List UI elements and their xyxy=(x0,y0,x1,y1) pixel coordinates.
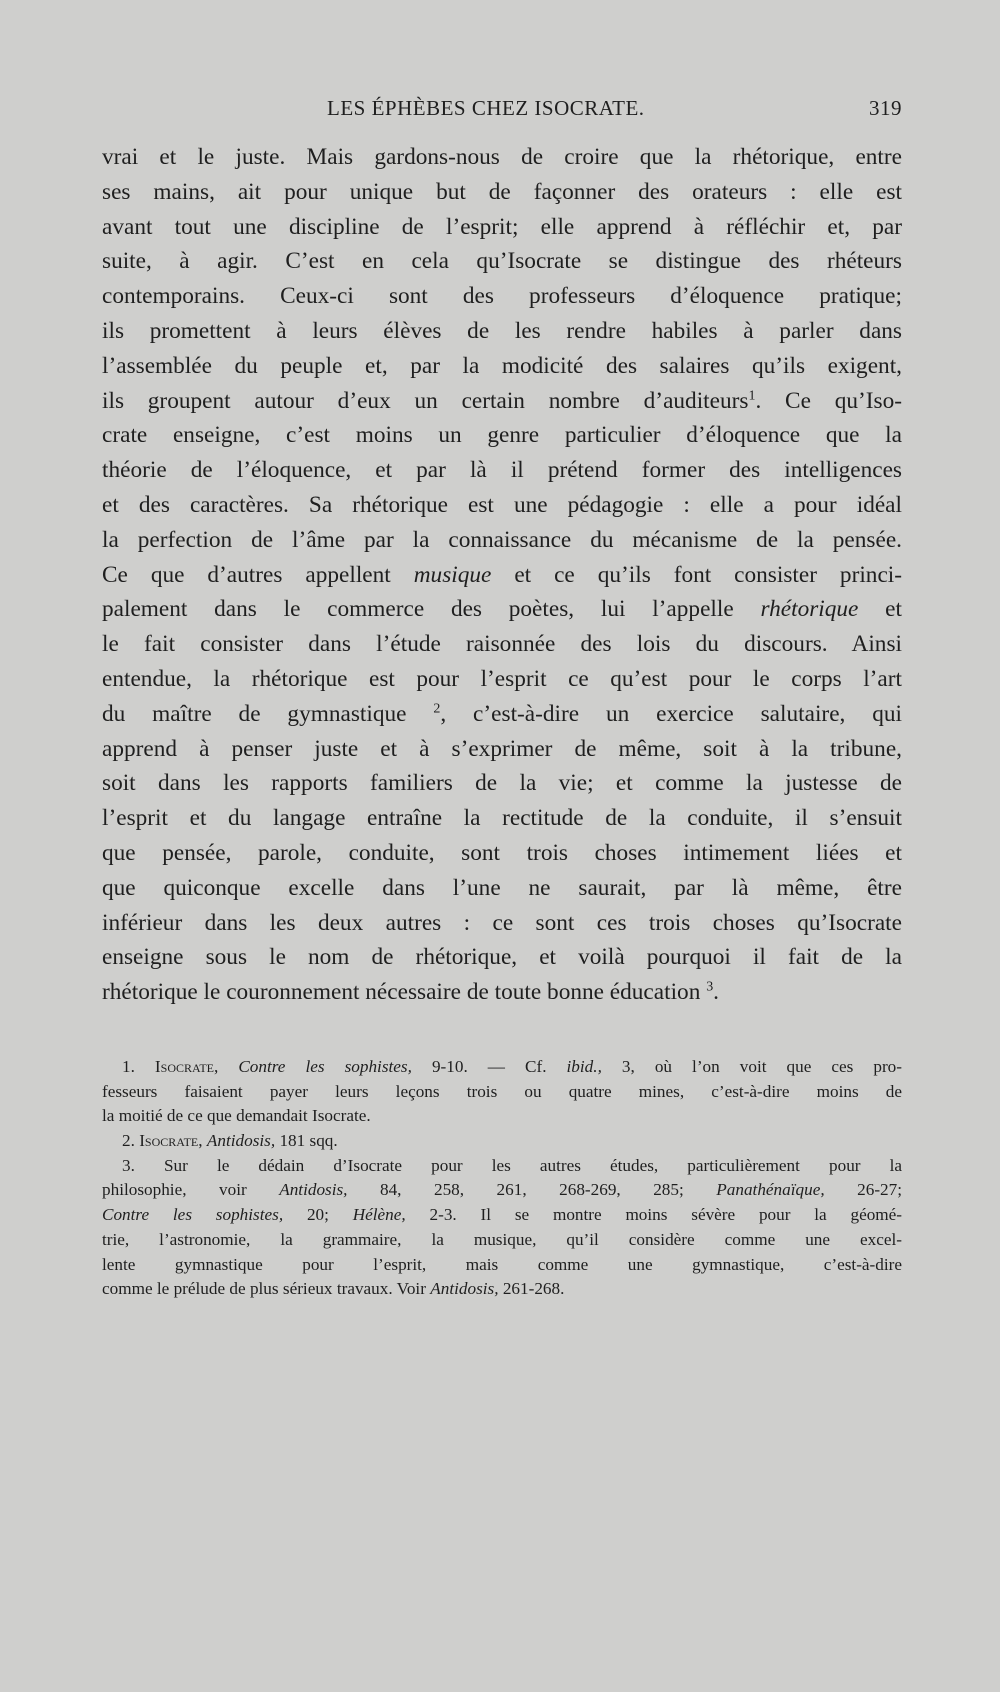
work-title: Contre les sophistes, xyxy=(102,1205,284,1225)
text-line: soit dans les rapports familiers de la vie; et comme la justesse de xyxy=(102,770,902,797)
text-line xyxy=(102,592,902,627)
text-line xyxy=(102,384,902,419)
footnote-line xyxy=(102,1055,902,1080)
text-line: suite, à agir. C’est en cela qu’Isocrate se distingue des rhéteurs xyxy=(102,248,902,275)
main-text xyxy=(102,140,902,1010)
italic-term: ibid., xyxy=(566,1057,602,1076)
work-title: Hélène, xyxy=(352,1205,406,1225)
footnote-text: 261-268. xyxy=(502,1279,565,1299)
footnote-number: 2. xyxy=(122,1131,135,1151)
text-segment: palement dans le commerce des poètes, lui l’appelle xyxy=(102,596,734,623)
footnote-line: fesseurs faisaient payer leurs leçons trois ou quatre mines, c’est-à-dire moins de xyxy=(102,1081,902,1101)
text-line xyxy=(102,697,902,732)
footnote-line: lente gymnastique pour l’esprit, mais comme une gymnastique, c’est-à-dire xyxy=(102,1254,902,1274)
footnote-text: 181 sqq. xyxy=(279,1131,338,1151)
footnote-text: 26-27; xyxy=(857,1180,902,1200)
footnote-text: 20; xyxy=(306,1205,329,1225)
footnotes xyxy=(102,1055,902,1302)
text-line xyxy=(102,558,902,593)
text-line: l’assemblée du peuple et, par la modicité des salaires qu’ils exigent, xyxy=(102,352,902,379)
footnote-number: 1. xyxy=(122,1057,135,1076)
work-title: Antidosis, xyxy=(279,1180,348,1200)
text-line: inférieur dans les deux autres : ce sont ces trois choses qu’Isocrate xyxy=(102,909,902,936)
page-number: 319 xyxy=(869,96,902,120)
italic-term: rhétorique xyxy=(760,596,859,623)
footnote-line xyxy=(102,1129,902,1154)
text-line: et des caractères. Sa rhétorique est une pédagogie : elle a pour idéal xyxy=(102,491,902,518)
work-title: Panathénaïque, xyxy=(716,1180,825,1200)
text-line: la perfection de l’âme par la connaissance du mécanisme de la pensée. xyxy=(102,526,902,553)
text-segment: Ce que d’autres appellent xyxy=(102,561,391,588)
text-segment: du maître de gymnastique xyxy=(102,700,407,727)
footnote-text: Sur le dédain d’Isocrate pour les autres études, particulièrement pour la xyxy=(163,1155,903,1175)
footnote-line xyxy=(102,1277,902,1302)
footnote-text: philosophie, voir xyxy=(102,1180,247,1200)
text-segment: . Ce qu’Iso- xyxy=(755,387,902,414)
footnote-ref: 1 xyxy=(748,388,756,404)
footnote-line xyxy=(102,1178,902,1203)
text-line: théorie de l’éloquence, et par là il prétend former des intelligences xyxy=(102,457,902,484)
footnote-line: la moitié de ce que demandait Isocrate. xyxy=(102,1106,371,1126)
footnote-text: 9-10. — Cf. xyxy=(431,1057,547,1076)
running-title: LES ÉPHÈBES CHEZ ISOCRATE. xyxy=(327,96,645,120)
work-title: Antidosis, xyxy=(206,1131,276,1151)
text-line: contemporains. Ceux-ci sont des professeurs d’éloquence pratique; xyxy=(102,283,902,310)
text-line xyxy=(102,975,902,1010)
text-segment: et xyxy=(885,596,902,623)
footnote-text: 2-3. Il se montre moins sévère pour la géomé- xyxy=(429,1205,903,1225)
text-line: que pensée, parole, conduite, sont trois choses intimement liées et xyxy=(102,839,902,866)
text-segment: . xyxy=(713,979,719,1006)
text-line: avant tout une discipline de l’esprit; elle apprend à réfléchir et, par xyxy=(102,213,902,240)
text-segment: , c’est-à-dire un exercice salutaire, qui xyxy=(440,700,903,727)
work-title: Contre les sophistes, xyxy=(238,1057,412,1076)
footnote-text: 3, où l’on voit que ces pro- xyxy=(621,1057,902,1076)
work-title: Antidosis, xyxy=(430,1279,499,1299)
text-segment: rhétorique le couronnement nécessaire de toute bonne éducation xyxy=(102,979,701,1006)
footnote-text: comme le prélude de plus sérieux travaux. Voir xyxy=(102,1279,426,1299)
author-name: Isocrate, xyxy=(139,1131,203,1151)
footnote-text: 84, 258, 261, 268-269, 285; xyxy=(379,1180,684,1200)
footnote-ref: 2 xyxy=(433,701,441,717)
text-segment: ils groupent autour d’eux un certain nombre d’auditeurs xyxy=(102,387,749,414)
text-segment: et ce qu’ils font consister princi- xyxy=(514,561,903,588)
text-line: enseigne sous le nom de rhétorique, et voilà pourquoi il fait de la xyxy=(102,944,902,971)
footnote-ref: 3 xyxy=(706,979,714,995)
text-line: entendue, la rhétorique est pour l’esprit ce qu’est pour le corps l’art xyxy=(102,665,902,692)
text-line: crate enseigne, c’est moins un genre particulier d’éloquence que la xyxy=(102,422,902,449)
author-name: Isocrate, xyxy=(154,1057,219,1076)
text-line: ils promettent à leurs élèves de les rendre habiles à parler dans xyxy=(102,317,902,344)
text-line: vrai et le juste. Mais gardons-nous de croire que la rhétorique, entre xyxy=(102,144,902,170)
footnote-line: trie, l’astronomie, la grammaire, la musique, qu’il considère comme une excel- xyxy=(102,1229,902,1249)
text-line: apprend à penser juste et à s’exprimer de même, soit à la tribune, xyxy=(102,735,902,762)
text-line: l’esprit et du langage entraîne la rectitude de la conduite, il s’ensuit xyxy=(102,805,902,832)
footnote-line xyxy=(102,1154,902,1179)
text-line: que quiconque excelle dans l’une ne saurait, par là même, être xyxy=(102,874,902,901)
text-line: ses mains, ait pour unique but de façonner des orateurs : elle est xyxy=(102,178,902,205)
footnote-line xyxy=(102,1203,902,1228)
footnote-number: 3. xyxy=(122,1155,135,1175)
running-header xyxy=(102,92,902,128)
italic-term: musique xyxy=(413,561,492,588)
text-line: le fait consister dans l’étude raisonnée des lois du discours. Ainsi xyxy=(102,631,902,658)
